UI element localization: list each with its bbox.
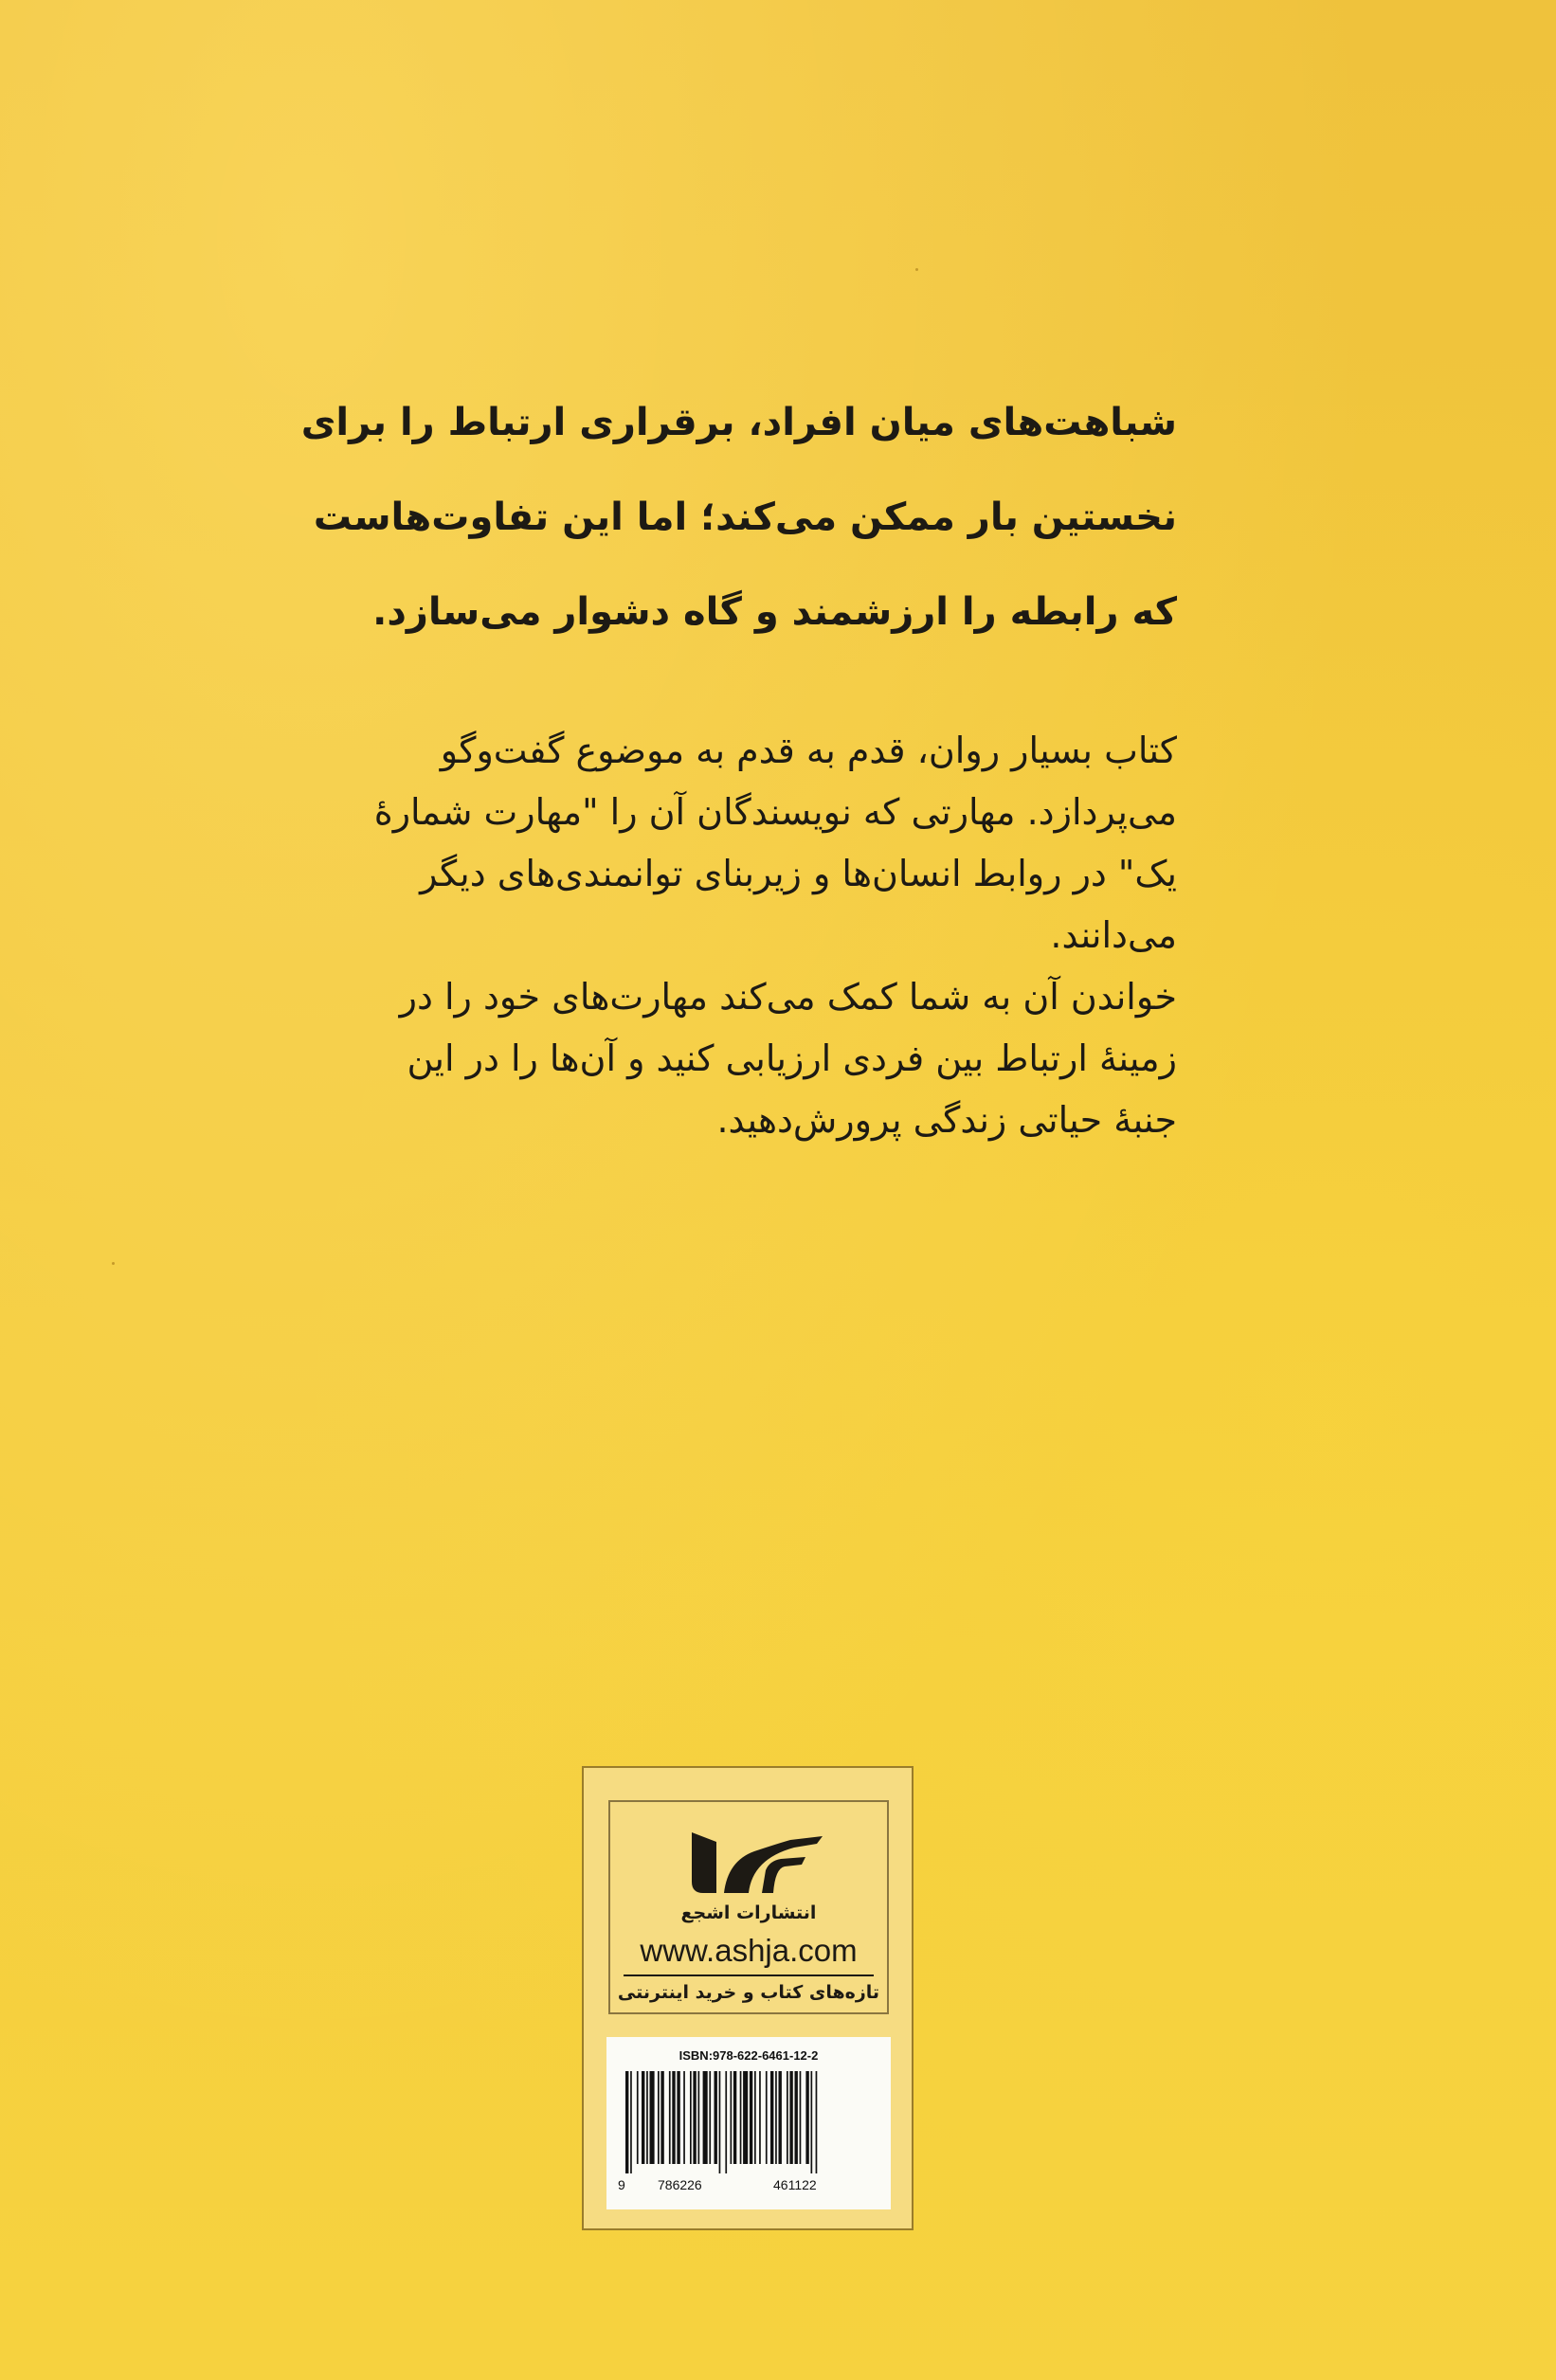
- isbn-text: ISBN:978-622-6461-12-2: [678, 2048, 819, 2063]
- barcode-digits-left: 786226: [658, 2177, 702, 2192]
- intro-line: شباهت‌های میان افراد، برقراری ارتباط را برای: [300, 401, 1177, 444]
- publisher-website: www.ashja.com: [640, 1933, 858, 1968]
- description-line: یک" در روابط انسان‌ها و زیربنای توانمندی‌های دیگر: [420, 853, 1177, 894]
- publisher-tagline: تازه‌های کتاب و خرید اینترنتی: [617, 1982, 880, 2003]
- description-line: جنبهٔ حیاتی زندگی پرورش‌دهید.: [716, 1099, 1177, 1141]
- description-paragraph: [324, 720, 1177, 1151]
- intro-paragraph: [300, 375, 1177, 659]
- description-line: می‌پردازد. مهارتی که نویسندگان آن را "مهارت شمارهٔ: [373, 791, 1177, 833]
- divider: [624, 1974, 874, 1976]
- description-line: خواندن آن به شما کمک می‌کند مهارت‌های خود را در: [399, 976, 1177, 1018]
- barcode-icon: [622, 2071, 872, 2173]
- paper-speck: [112, 1262, 115, 1265]
- ashja-logo-icon: [675, 1823, 826, 1899]
- description-line: می‌دانند.: [1050, 914, 1177, 956]
- paper-speck: [915, 268, 918, 271]
- publisher-info-box: [608, 1800, 889, 2014]
- intro-line: که رابطه را ارزشمند و گاه دشوار می‌سازد.: [372, 590, 1177, 634]
- publisher-name: انتشارات اشجع: [680, 1902, 817, 1923]
- intro-line: نخستین بار ممکن می‌کند؛ اما این تفاوت‌هاست: [313, 496, 1177, 539]
- publisher-panel: [582, 1766, 914, 2230]
- description-line: کتاب بسیار روان، قدم به قدم به موضوع گفت‌وگو: [440, 730, 1177, 771]
- barcode-label: [606, 2037, 891, 2209]
- barcode-digit-lead: 9: [618, 2177, 625, 2192]
- description-line: زمینهٔ ارتباط بین فردی ارزیابی کنید و آن‌ها را در این: [407, 1037, 1177, 1079]
- barcode-digits-right: 461122: [773, 2177, 817, 2192]
